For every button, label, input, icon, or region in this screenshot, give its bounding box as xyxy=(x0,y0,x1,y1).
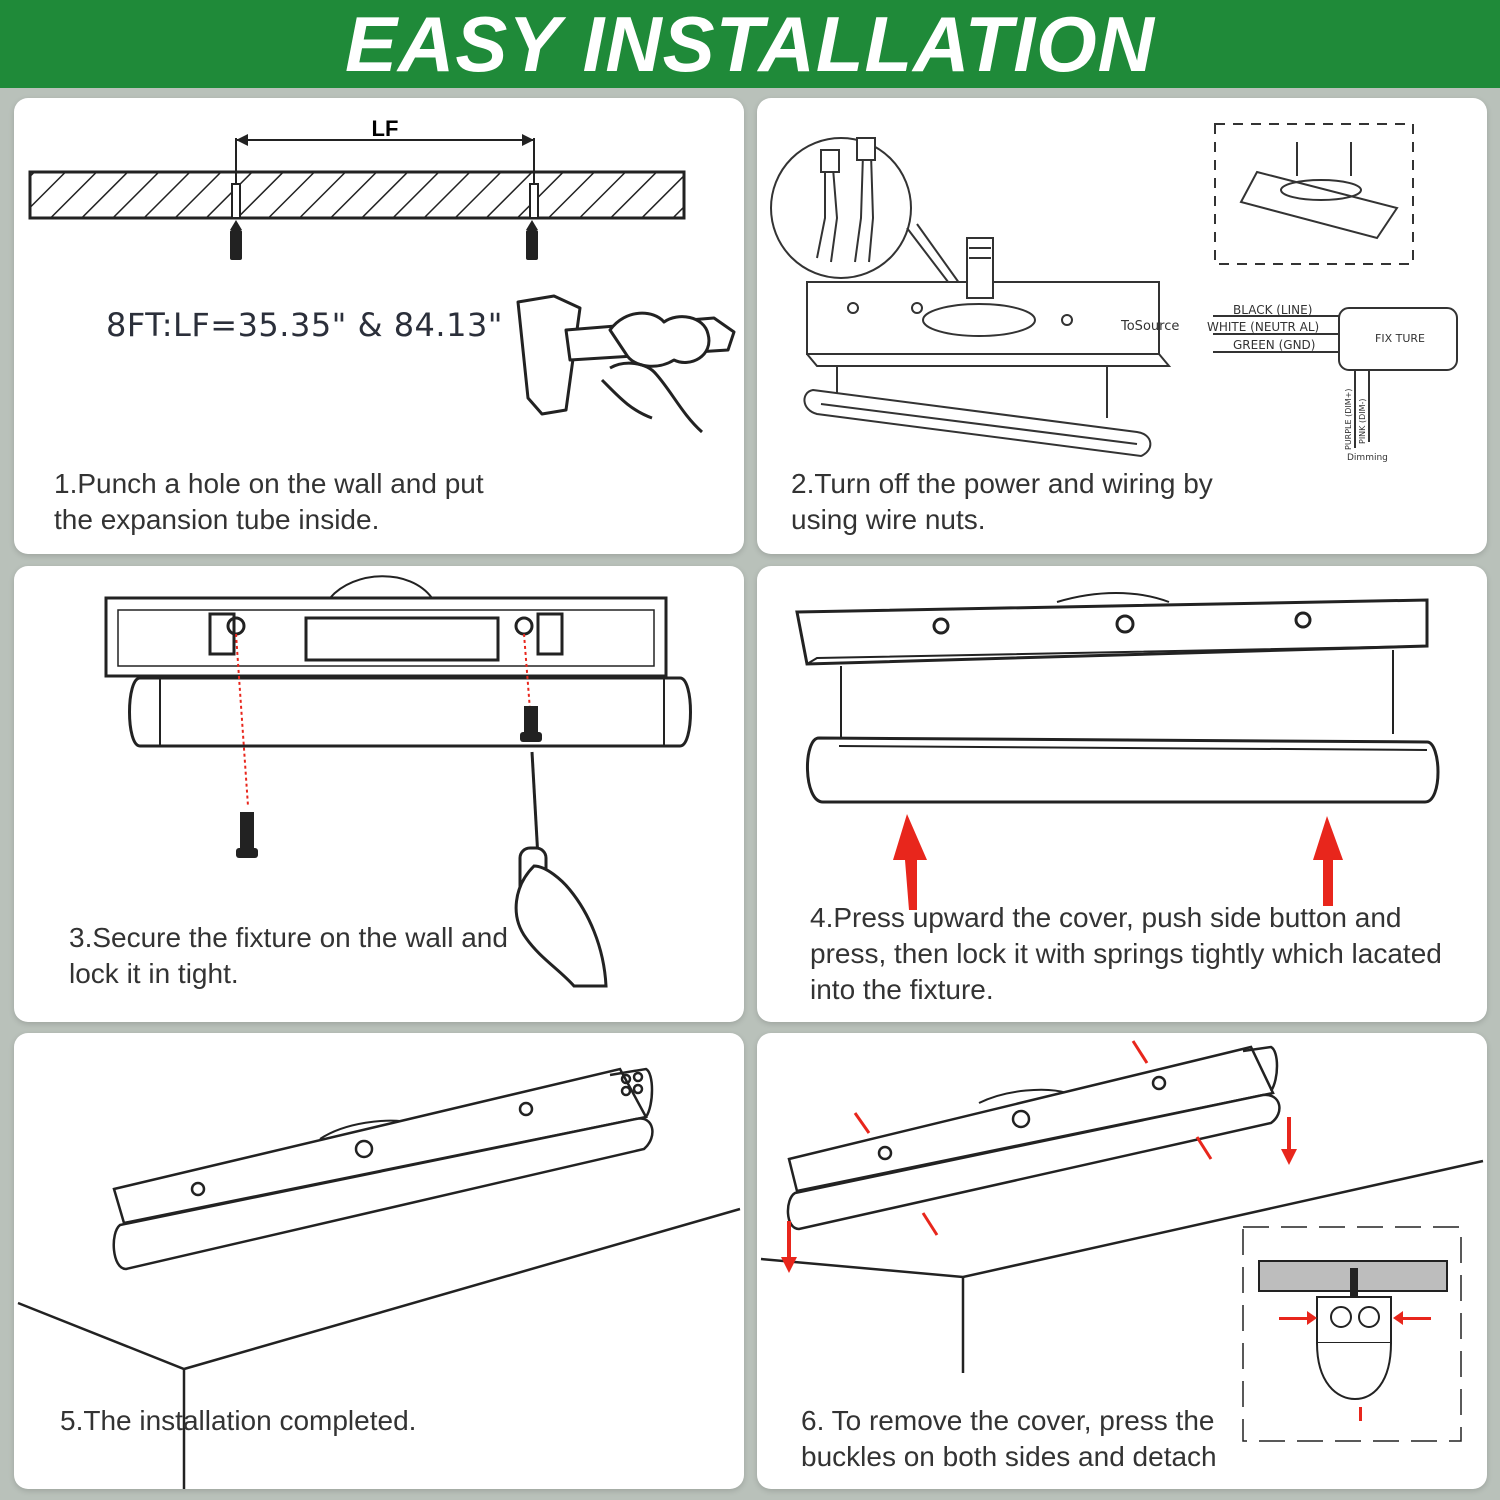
dimension-label: LF xyxy=(371,116,399,141)
to-source-label: ToSource xyxy=(1121,319,1180,334)
step-6-panel xyxy=(757,1033,1487,1489)
wall-section xyxy=(30,172,684,218)
page-title: EASY INSTALLATION xyxy=(344,0,1156,88)
anchor-left xyxy=(230,220,242,260)
wire-black-label: BLACK (LINE) xyxy=(1233,303,1313,317)
wire-pink-label: PINK (DIM-) xyxy=(1358,398,1367,444)
fixture-label: FIX TURE xyxy=(1375,332,1425,345)
wire-white-label: WHITE (NEUTR AL) xyxy=(1207,320,1320,334)
measurement-label: 8FT:LF=35.35" & 84.13" xyxy=(106,306,504,344)
screw-icon xyxy=(236,812,258,858)
dimming-label: Dimming xyxy=(1347,453,1388,463)
step-5-panel xyxy=(14,1033,744,1489)
step-3-caption: 3.Secure the fixture on the wall and lock it in tight. xyxy=(69,922,508,989)
mounting-detail xyxy=(1215,124,1413,264)
down-arrow-right xyxy=(1281,1117,1297,1165)
step-3-panel xyxy=(14,566,744,1022)
step-2-panel xyxy=(757,98,1487,554)
hammer-icon xyxy=(518,296,734,432)
step-2-caption: 2.Turn off the power and wiring by using wire nuts. xyxy=(791,468,1213,535)
title-banner xyxy=(0,0,1500,88)
anchor-right xyxy=(526,220,538,260)
fixture-base xyxy=(797,600,1427,664)
wire-purple-label: PURPLE (DIM+) xyxy=(1344,388,1353,450)
up-arrow-left xyxy=(893,814,927,910)
step-6-caption: 6. To remove the cover, press the buckles on both sides and detach xyxy=(801,1405,1217,1472)
step-4-caption: 4.Press upward the cover, push side button and press, then lock it with springs tightly which lacated into the fixture. xyxy=(810,902,1442,1005)
step-4-panel xyxy=(757,566,1487,1022)
up-arrow-right xyxy=(1313,816,1343,906)
step-1-caption: 1.Punch a hole on the wall and put the expansion tube inside. xyxy=(54,468,484,535)
step-5-caption: 5.The installation completed. xyxy=(60,1405,417,1436)
step-1-panel xyxy=(14,98,744,554)
wire-green-label: GREEN (GND) xyxy=(1233,338,1316,352)
screwdriver-icon xyxy=(516,752,606,986)
wire-nut-zoom xyxy=(771,138,911,278)
fixture-cover xyxy=(130,678,691,746)
